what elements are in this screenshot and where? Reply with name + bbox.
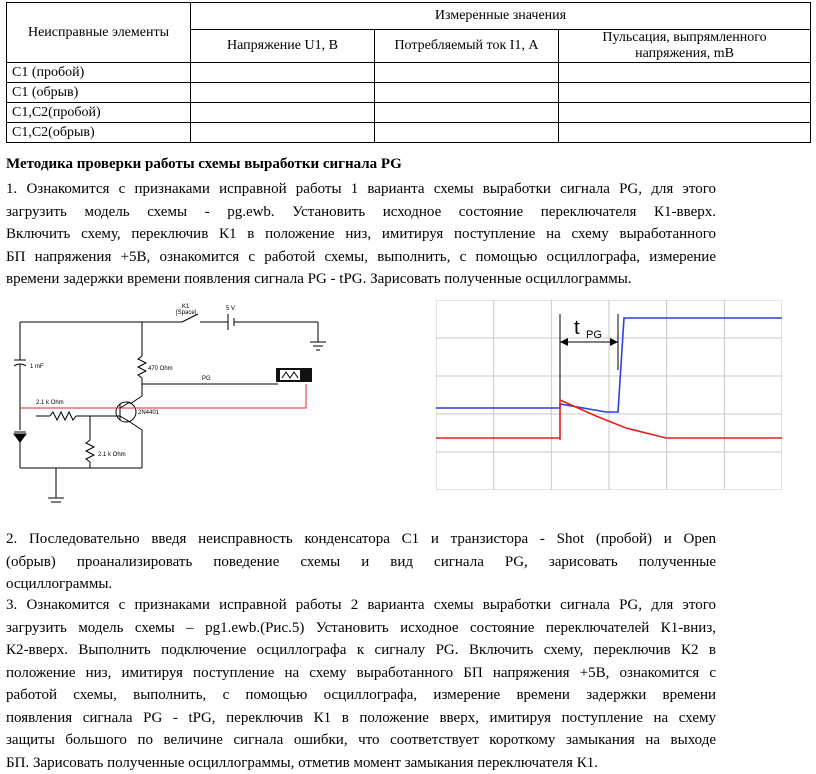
col-faulty-elements: Неисправные элементы: [7, 3, 191, 63]
text-line: БП. Зарисовать полученные осциллограммы, отметив момент замыкания переключателя К1.: [6, 752, 716, 774]
table-cell: [559, 63, 811, 83]
tpg-subscript: PG: [586, 329, 602, 341]
table-row: [7, 83, 811, 103]
text-line: работой схемы, выполнить, с помощью осциллографа, измерение времени задержки времени: [6, 684, 716, 707]
text-line: времени задержки времени появления сигнала PG - tPG. Зарисовать полученные осциллограммы.: [6, 268, 716, 291]
transistor-label: 2N4401: [138, 410, 160, 416]
text-line: 1. Ознакомится с признаками исправной работы 1 варианта схемы выработки сигнала PG, для этого: [6, 178, 716, 201]
resistor-base-label: 2.1 k Ohm: [36, 400, 64, 406]
row-label: C1 (пробой): [7, 63, 191, 83]
table-cell: [559, 123, 811, 143]
row-label: C1,C2(пробой): [7, 103, 191, 123]
switch-key-label: [Space]: [176, 310, 197, 316]
text-line: (обрыв) проанализировать поведение схемы и вид сигнала PG, зарисовать полученные: [6, 551, 716, 574]
col-measured-values: Измеренные значения: [191, 3, 811, 30]
resistor-top-label: 470 Ohm: [148, 366, 173, 372]
table-cell: [375, 63, 559, 83]
table-cell: [191, 63, 375, 83]
text-line: Включить схему, переключив К1 в положение низ, имитируя поступление на схему выработанного: [6, 223, 716, 246]
col-ripple: Пульсация, выпрямленного напряжения, mB: [559, 30, 811, 63]
table-row: [7, 123, 811, 143]
text-line: 3. Ознакомится с признаками исправной работы 2 варианта схемы выработки сигнала PG, для этого: [6, 594, 716, 617]
section-heading: Методика проверки работы схемы выработки сигнала PG: [6, 156, 402, 173]
resistor-bottom-label: 2.1 k Ohm: [98, 452, 126, 458]
pg-label: PG: [202, 376, 211, 382]
text-line: 2. Последовательно введя неисправность конденсатора С1 и транзистора - Shot (пробой) и Open: [6, 528, 716, 551]
text-line: загрузить модель схемы – pg1.ewb.(Рис.5) Установить исходное состояние переключателей К1-вниз,: [6, 617, 716, 640]
text-line: К2-вверх. Выполнить подключение осциллографа к сигналу PG. Включить схему, переключив К2 в: [6, 639, 716, 662]
text-line: положение низ, имитируя поступление на схему выработанного БП напряжения +5В, ознакомится с: [6, 662, 716, 685]
text-line: БП напряжения +5В, ознакомится с работой схемы, выполнить, с помощью осциллографа, измерение: [6, 246, 716, 269]
table-cell: [375, 123, 559, 143]
table-row: [7, 63, 811, 83]
text-line: защиты большого по величине сигнала ошибки, что соответствует короткому замыкания на выходе: [6, 729, 716, 752]
switch-label: K1: [182, 304, 190, 310]
row-label: C1,C2(обрыв): [7, 123, 191, 143]
table-cell: [559, 83, 811, 103]
text-line: загрузить модель схемы - pg.ewb. Установить исходное состояние переключателя К1-вверх.: [6, 201, 716, 224]
table-cell: [191, 103, 375, 123]
row-label: C1 (обрыв): [7, 83, 191, 103]
col-voltage: Напряжение U1, В: [191, 30, 375, 63]
col-current: Потребляемый ток I1, А: [375, 30, 559, 63]
measurement-table: [6, 2, 811, 143]
text-line: появления сигнала PG - tPG, переключив К1 в положение вверх, имитируя поступление на схему: [6, 707, 716, 730]
circuit-diagram: [6, 300, 336, 508]
table-row: [7, 103, 811, 123]
tpg-label: t: [574, 317, 580, 339]
paragraph-3: [6, 594, 716, 774]
table-cell: [375, 103, 559, 123]
table-cell: [191, 83, 375, 103]
battery-label: 5 V: [226, 306, 235, 312]
text-line: осциллограммы.: [6, 573, 716, 596]
oscillogram: [436, 300, 782, 490]
table-cell: [559, 103, 811, 123]
paragraph-2: [6, 528, 716, 596]
paragraph-1: [6, 178, 716, 291]
table-cell: [191, 123, 375, 143]
table-cell: [375, 83, 559, 103]
capacitor-label: 1 mF: [30, 364, 44, 370]
